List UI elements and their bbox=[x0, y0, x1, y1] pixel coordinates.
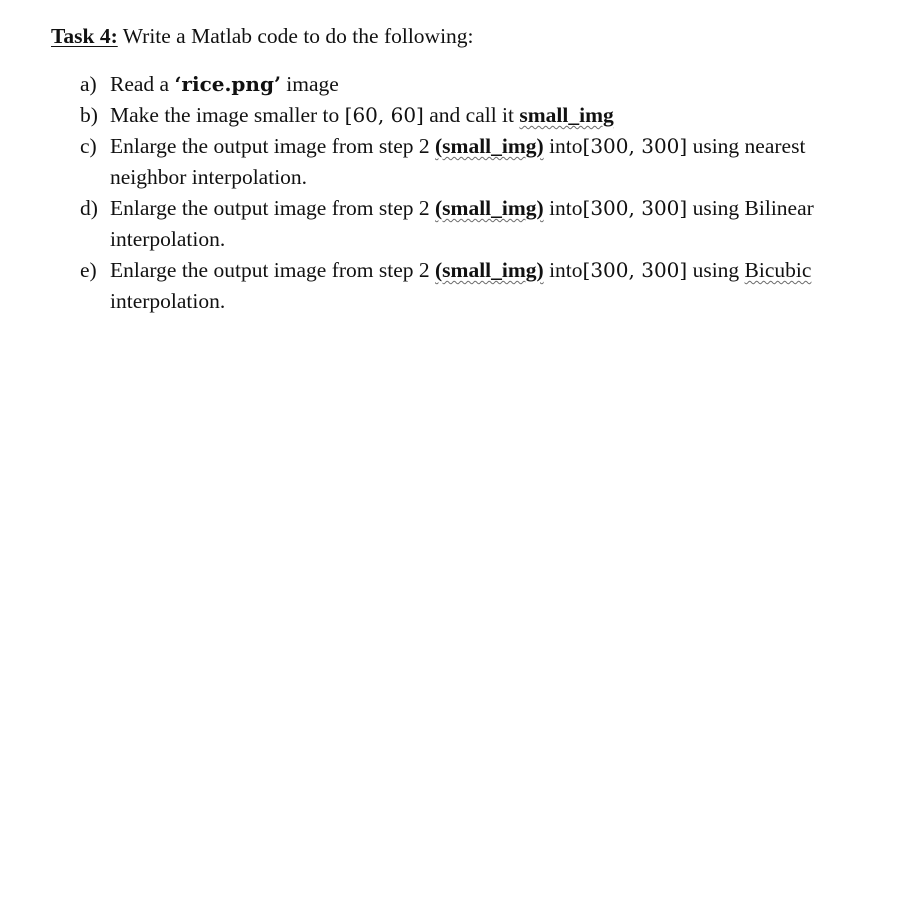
size-literal: [300, 300] bbox=[582, 134, 688, 158]
size-literal: [60, 60] bbox=[344, 103, 424, 127]
item-text: and call it bbox=[423, 103, 520, 127]
variable-name: (small_img) bbox=[435, 134, 544, 158]
list-item-b bbox=[80, 100, 614, 131]
item-text: Read a bbox=[110, 72, 175, 96]
list-marker: a) bbox=[80, 72, 97, 96]
item-text: Enlarge the output image from step 2 bbox=[110, 258, 436, 282]
variable-name: small_img bbox=[519, 103, 614, 127]
item-text: Enlarge the output image from step 2 bbox=[110, 134, 436, 158]
variable-name: (small_img) bbox=[435, 258, 544, 282]
list-item-c bbox=[80, 131, 805, 162]
list-item-d-continuation: interpolation. bbox=[110, 227, 226, 251]
list-item-d bbox=[80, 193, 814, 224]
list-item-a bbox=[80, 69, 339, 100]
item-text: Make the image smaller to bbox=[110, 103, 345, 127]
list-marker: d) bbox=[80, 196, 98, 220]
task-heading-text: Write a Matlab code to do the following: bbox=[117, 24, 474, 48]
list-marker: b) bbox=[80, 103, 98, 127]
item-text: using bbox=[687, 258, 745, 282]
list-item-e-continuation: interpolation. bbox=[110, 289, 226, 313]
filename-literal: ‘rice.png’ bbox=[174, 72, 281, 96]
method-name: Bicubic bbox=[744, 258, 812, 282]
item-text: using Bilinear bbox=[687, 196, 814, 220]
list-marker: e) bbox=[80, 258, 97, 282]
item-text: using nearest bbox=[687, 134, 806, 158]
item-text: image bbox=[280, 72, 339, 96]
size-literal: [300, 300] bbox=[582, 258, 688, 282]
item-text: into bbox=[543, 196, 583, 220]
item-text: into bbox=[543, 258, 583, 282]
item-text: into bbox=[543, 134, 583, 158]
size-literal: [300, 300] bbox=[582, 196, 688, 220]
list-item-e bbox=[80, 255, 811, 286]
task-heading bbox=[51, 22, 474, 50]
item-text: Enlarge the output image from step 2 bbox=[110, 196, 436, 220]
variable-name: (small_img) bbox=[435, 196, 544, 220]
task-label: Task 4: bbox=[51, 24, 118, 48]
list-item-c-continuation: neighbor interpolation. bbox=[110, 165, 308, 189]
list-marker: c) bbox=[80, 134, 97, 158]
